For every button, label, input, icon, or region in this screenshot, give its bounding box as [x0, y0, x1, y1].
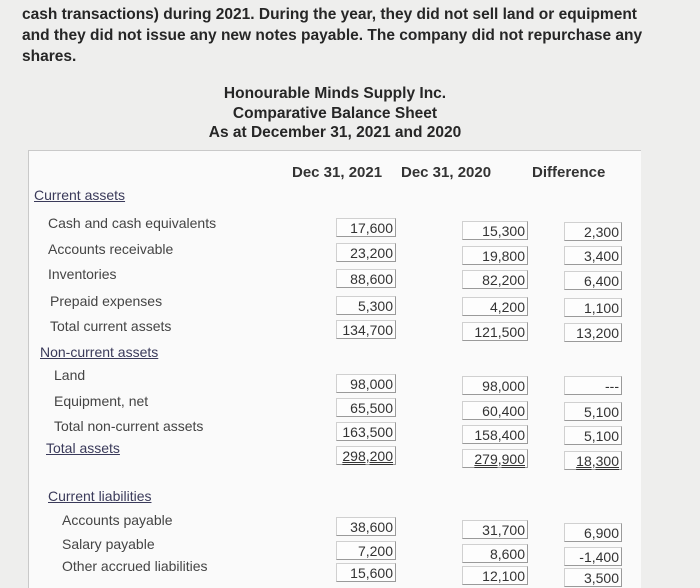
- cell-equipment-2021: 65,500: [336, 398, 396, 417]
- cell-inventories-2020: 82,200: [462, 270, 528, 289]
- cell-salary-difference: -1,400: [564, 547, 622, 566]
- problem-text: [22, 4, 682, 67]
- cell-equipment-difference: 5,100: [564, 402, 622, 421]
- cell-prepaid-2020: 4,200: [462, 297, 528, 316]
- row-label-cash: Cash and cash equivalents: [48, 215, 217, 231]
- cell-equipment-2020: 60,400: [462, 401, 528, 420]
- cell-salary-2021: 7,200: [336, 541, 396, 560]
- row-label-prepaid: Prepaid expenses: [50, 293, 163, 309]
- cell-total-assets-difference: 18,300: [564, 451, 622, 470]
- cell-prepaid-difference: 1,100: [564, 298, 622, 317]
- problem-text-line: shares.: [22, 48, 77, 65]
- cell-total-noncurrent-2020: 158,400: [462, 425, 528, 444]
- cell-land-2020: 98,000: [462, 376, 528, 395]
- cell-receivable-2021: 23,200: [336, 243, 396, 262]
- cell-total-noncurrent-2021: 163,500: [336, 422, 396, 441]
- cell-total-assets-2021: 298,200: [336, 446, 396, 465]
- statement-heading: [190, 84, 480, 143]
- cell-payable-difference: 6,900: [564, 523, 622, 542]
- section-non-current-assets: Non-current assets: [40, 344, 159, 360]
- statement-date: As at December 31, 2021 and 2020: [208, 124, 462, 141]
- cell-land-2021: 98,000: [336, 374, 396, 393]
- section-current-liabilities: Current liabilities: [48, 488, 152, 504]
- cell-payable-2021: 38,600: [336, 517, 396, 536]
- cell-total-assets-2020: 279,900: [462, 449, 528, 468]
- company-name: Honourable Minds Supply Inc.: [223, 85, 447, 102]
- cell-inventories-2021: 88,600: [336, 269, 396, 288]
- row-label-total-current-assets: Total current assets: [50, 318, 172, 334]
- cell-cash-difference: 2,300: [564, 222, 622, 241]
- problem-text-line: and they did not issue any new notes payable. The company did not repurchase any: [22, 27, 643, 44]
- row-label-receivable: Accounts receivable: [48, 241, 174, 257]
- section-total-assets: Total assets: [46, 440, 120, 456]
- row-label-other-accrued: Other accrued liabilities: [62, 558, 208, 574]
- column-header-difference: Difference: [532, 164, 606, 181]
- cell-accrued-2020: 12,100: [462, 566, 528, 585]
- cell-total-noncurrent-difference: 5,100: [564, 426, 622, 445]
- row-label-inventories: Inventories: [48, 266, 117, 282]
- cell-payable-2020: 31,700: [462, 520, 528, 539]
- cell-total-current-2021: 134,700: [336, 320, 396, 339]
- cell-land-difference: ---: [564, 376, 622, 395]
- row-label-accounts-payable: Accounts payable: [62, 512, 173, 528]
- cell-inventories-difference: 6,400: [564, 271, 622, 290]
- row-label-equipment: Equipment, net: [54, 393, 149, 409]
- cell-accrued-2021: 15,600: [336, 563, 396, 582]
- cell-salary-2020: 8,600: [462, 544, 528, 563]
- cell-receivable-difference: 3,400: [564, 246, 622, 265]
- row-label-total-non-current: Total non-current assets: [54, 418, 204, 434]
- row-label-salary-payable: Salary payable: [62, 536, 155, 552]
- row-label-land: Land: [54, 367, 86, 383]
- cell-cash-2021: 17,600: [336, 218, 396, 237]
- cell-total-current-difference: 13,200: [564, 323, 622, 342]
- statement-title: Comparative Balance Sheet: [232, 104, 438, 122]
- cell-prepaid-2021: 5,300: [336, 296, 396, 315]
- column-header-2020: Dec 31, 2020: [401, 164, 492, 181]
- cell-accrued-difference: 3,500: [564, 568, 622, 587]
- cell-receivable-2020: 19,800: [462, 246, 528, 265]
- column-header-2021: Dec 31, 2021: [292, 164, 383, 181]
- problem-text-line: cash transactions) during 2021. During the year, they did not sell land or equipment: [22, 6, 637, 23]
- section-current-assets: Current assets: [34, 187, 126, 203]
- cell-total-current-2020: 121,500: [462, 322, 528, 341]
- cell-cash-2020: 15,300: [462, 221, 528, 240]
